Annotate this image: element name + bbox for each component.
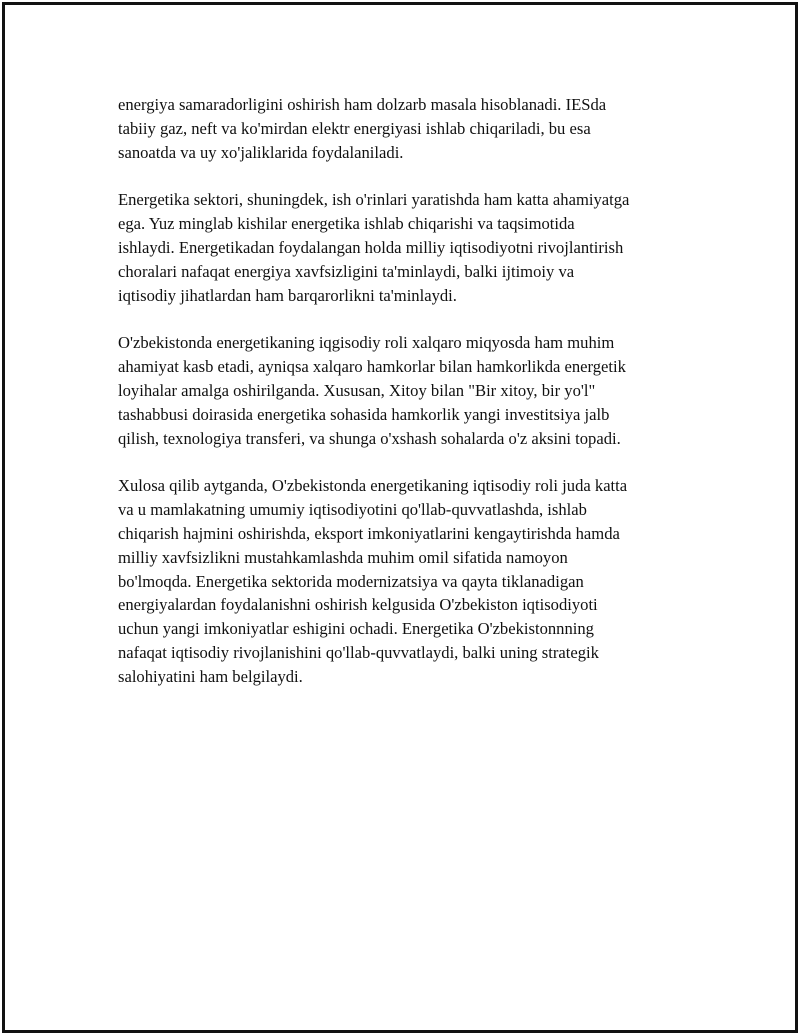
text-line: loyihalar amalga oshirilganda. Xususan, Xitoy bilan "Bir xitoy, bir yo'l" — [118, 380, 596, 400]
text-line: O'zbekistonda energetikaning iqgisodiy roli xalqaro miqyosda ham muhim — [118, 333, 615, 353]
text-line: chiqarish hajmini oshirishda, eksport imkoniyatlarini kengaytirishda hamda — [118, 523, 620, 543]
document-body — [118, 93, 688, 713]
text-line: va u mamlakatning umumiy iqtisodiyotini qo'llab-quvvatlashda, ishlab — [118, 500, 587, 520]
text-line: tashabbusi doirasida energetika sohasida hamkorlik yangi investitsiya jalb — [118, 404, 610, 424]
text-line: milliy xavfsizlikni mustahkamlashda muhim omil sifatida namoyon — [118, 547, 568, 567]
paragraph-2 — [118, 188, 688, 307]
paragraph-3 — [118, 331, 688, 450]
paragraph-4 — [118, 474, 688, 688]
text-line: Energetika sektori, shuningdek, ish o'rinlari yaratishda ham katta ahamiyatga — [118, 190, 630, 210]
text-line: ega. Yuz minglab kishilar energetika ishlab chiqarishi va taqsimotida — [118, 214, 575, 234]
text-line: ahamiyat kasb etadi, ayniqsa xalqaro hamkorlar bilan hamkorlikda energetik — [118, 357, 626, 377]
text-line: ishlaydi. Energetikadan foydalangan holda milliy iqtisodiyotni rivojlantirish — [118, 237, 624, 257]
text-line: tabiiy gaz, neft va ko'mirdan elektr energiyasi ishlab chiqariladi, bu esa — [118, 118, 591, 138]
text-line: sanoatda va uy xo'jaliklarida foydalaniladi. — [118, 142, 404, 162]
text-line: energiya samaradorligini oshirish ham dolzarb masala hisoblanadi. IESda — [118, 95, 607, 114]
text-line: choralari nafaqat energiya xavfsizligini ta'minlaydi, balki ijtimoiy va — [118, 261, 575, 281]
text-line: iqtisodiy jihatlardan ham barqarorlikni ta'minlaydi. — [118, 285, 457, 305]
text-line: energiyalardan foydalanishni oshirish kelgusida O'zbekiston iqtisodiyoti — [118, 595, 598, 615]
text-line: Xulosa qilib aytganda, O'zbekistonda energetikaning iqtisodiy roli juda katta — [118, 476, 628, 496]
paragraph-1 — [118, 93, 688, 164]
text-line: nafaqat iqtisodiy rivojlanishini qo'llab-quvvatlaydi, balki uning strategik — [118, 642, 599, 662]
text-line: bo'lmoqda. Energetika sektorida modernizatsiya va qayta tiklanadigan — [118, 571, 584, 591]
text-line: qilish, texnologiya transferi, va shunga o'xshash sohalarda o'z aksini topadi. — [118, 428, 621, 448]
text-line: salohiyatini ham belgilaydi. — [118, 666, 303, 686]
text-line: uchun yangi imkoniyatlar eshigini ochadi. Energetika O'zbekistonnning — [118, 619, 594, 639]
